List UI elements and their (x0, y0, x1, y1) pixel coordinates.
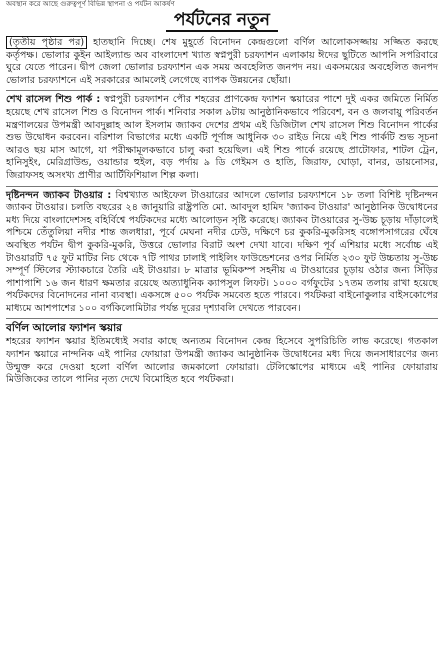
article-headline (0, 9, 444, 31)
tower-text: বিশ্বখ্যাত আইফেল টাওয়ারের আদলে ভোলার চরফ্যাশনে ১৮ তলা বিশিষ্ট দৃষ্টিনন্দন জ্যাকব টাওয়ার। চলতি বছরের ২৪ জানুয়ারি রাষ্ট্রপতি মো. আবদুল হামিদ 'জ্যাকব টাওয়ার' আনুষ্ঠানিক উদ্বোধনের মধ্য দিয়ে বাংলাদেশসহ বহির্বিশ্বে পর্যটকদের মধ্যে আলোড়ন সৃষ্টি করেছে। জ্যাকব টাওয়ারের সু-উচ্চ চূড়ায় দাঁড়ালেই পশ্চিমে তেঁতুলিয়া নদীর শান্ত জলধারা, পূর্বে মেঘনা নদীর ঢেউ, দক্ষিণে চর কুকরি-মুকরিসহ বঙ্গোপসাগরের ঘেঁষে অবস্থিত পর্যটন দ্বীপ কুকরি-মুকরি, উত্তরে ভোলার বিরাট অংশ দেখা যাবে। দক্ষিণ পূর্ব এশিয়ার মধ্যে সর্বোচ্চ এই টাওয়ারটি ৭৫ ফুট মাটির নিচ থেকে ৭টি পাথর ঢালাই পাইলিং ফাউন্ডেশনের ওপর নির্মিত ২৩০ ফুট উচ্চতায় সু-উচ্চ সম্পূর্ণ স্টিলের স্ট্যাকচারে তৈরি এই টাওয়ার। ৮ মাত্রার ভূমিকম্প সহনীয় এ টাওয়ারের চূড়ায় ওঠার জন্য সিঁড়ির পাশাপাশি ১৬ জন ধারণ ক্ষমতার রয়েছে অত্যাধুনিক ক্যাপসুল লিফট। ১০০০ বর্গফুটের ১৭তম তলায় রাখা হয়েছে পর্যটকদের বিনোদনের নানা ব্যবস্থা। একসঙ্গে ৫০০ পর্যটক সমবেত হতে পারবে। পর্যটকরা বাইনোকুলার বাইসকোপের মাধ্যমে আশপাশের ১০০ বর্গকিলোমিটার পর্যন্ত দূরের দৃশ্যাবলি দেখতে পারবেন। (6, 189, 438, 314)
headline-text: পর্যটনের নতুন (166, 10, 278, 32)
section-divider (6, 90, 438, 91)
park-text: স্বপ্নপুরী চরফ্যাশন পৌর শহরের প্রাণকেন্দ্র ফ্যাশন স্কয়ারের পাশে দুই একর জমিতে নির্মিত হয়েছে শেখ রাসেল শিশু ও বিনোদন পার্ক। শনিবার সকাল ৯টায় আনুষ্ঠানিকভাবে পরিবেশ, বন ও জলবায়ু পরিবর্তন মন্ত্রণালয়ের উপমন্ত্রী আবদুল্লাহ আল ইসলাম জ্যাকব দেশের প্রথম এই ডিজিটাল শেখ রাসেল শিশু বিনোদন পার্কের শুভ উদ্বোধন করবেন। বরিশাল বিভাগের মধ্যে একটি পূর্ণাঙ্গ আধুনিক ৩০ রাইড নিয়ে এই শিশু পার্কটি শুভ সূচনা আরও ছয় মাস আগে, যা পরীক্ষামূলকভাবে চালু করা হয়েছিল। এই শিশু পার্কে রয়েছে প্রাটোফার, শাটল ট্রেন, হানিসুইং, মেরিগ্রাউন্ড, ওয়ান্ডার হুইল, বড় পর্দায় ৯ ডি গেইমস ও হাতি, জিরাফ, ঘোড়া, বানর, ডায়নোসর, জিরাফসহ অসংখ্য প্রাণীর আর্টিফিশিয়াল শিল্প কলা। (6, 94, 438, 181)
square-subheading: বর্ণিল আলোর ফ্যাশন স্কয়ার (6, 322, 122, 335)
continued-label: (তৃতীয় পৃষ্ঠার পর) (6, 36, 87, 49)
intro-text: হাতছানি দিচ্ছে। শেষ মুহূর্তে বিনোদন কেন্দ্রগুলো বর্ণিল আলোকসজ্জায় সজ্জিত করছে কর্তৃপক্ষ। ভোলার কুইন আইল্যান্ড অব বাংলাদেশ খ্যাত স্বপ্নপুরী চরফ্যাশন এলাকায় ঈদের ছুটিতে আপনি সপরিবারে ঘুরে যেতে পারেন। দ্বীপ জেলা ভোলার চরফ্যাশন এক সময় অবহেলিত জনপদ নয়। একসময়ের অবহেলিত জনপদ ভোলার চরফ্যাশনে এই সরকারের আমলেই লেগেছে ব্যাপক উন্নয়নের ছোঁয়া। (6, 37, 438, 86)
tower-subheading: দৃষ্টিনন্দন জ্যাকব টাওয়ার : (6, 189, 112, 201)
section-divider (6, 186, 438, 187)
article-body (6, 37, 438, 389)
section-divider (6, 318, 438, 319)
square-paragraph (6, 336, 438, 386)
previous-column-strip: অবস্থান করে আছে গুরুত্বপূর্ণ বিভিন্ন স্থাপনা ও পর্যটন আকর্ষণ (6, 0, 175, 8)
square-text: শহরের ফ্যাশন স্কয়ার ইতিমধ্যেই সবার কাছে অন্যতম বিনোদন কেন্দ্র হিসেবে সুপরিচিতি লাভ করেছে। গতকাল ফ্যাশন স্কয়ারে নান্দনিক এই পানির ফোয়ারা উপমন্ত্রী জ্যাকব আনুষ্ঠানিক উদ্বোধনের মধ্য দিয়ে জনসাধারণের জন্য উন্মুক্ত করে দেওয়া হলো বর্ণিল আলোর জমকালো ফোয়ারা। টেলিস্কোপের মাধ্যমে এই পানির ফোয়ারায় মিউজিকের তালে পানির নৃত্য দেখে বিমোহিত হবে পর্যটকরা। (6, 336, 438, 386)
park-paragraph (6, 94, 438, 182)
park-subheading: শেখ রাসেল শিশু পার্ক : (6, 94, 101, 106)
intro-paragraph (6, 37, 438, 87)
tower-paragraph (6, 190, 438, 316)
